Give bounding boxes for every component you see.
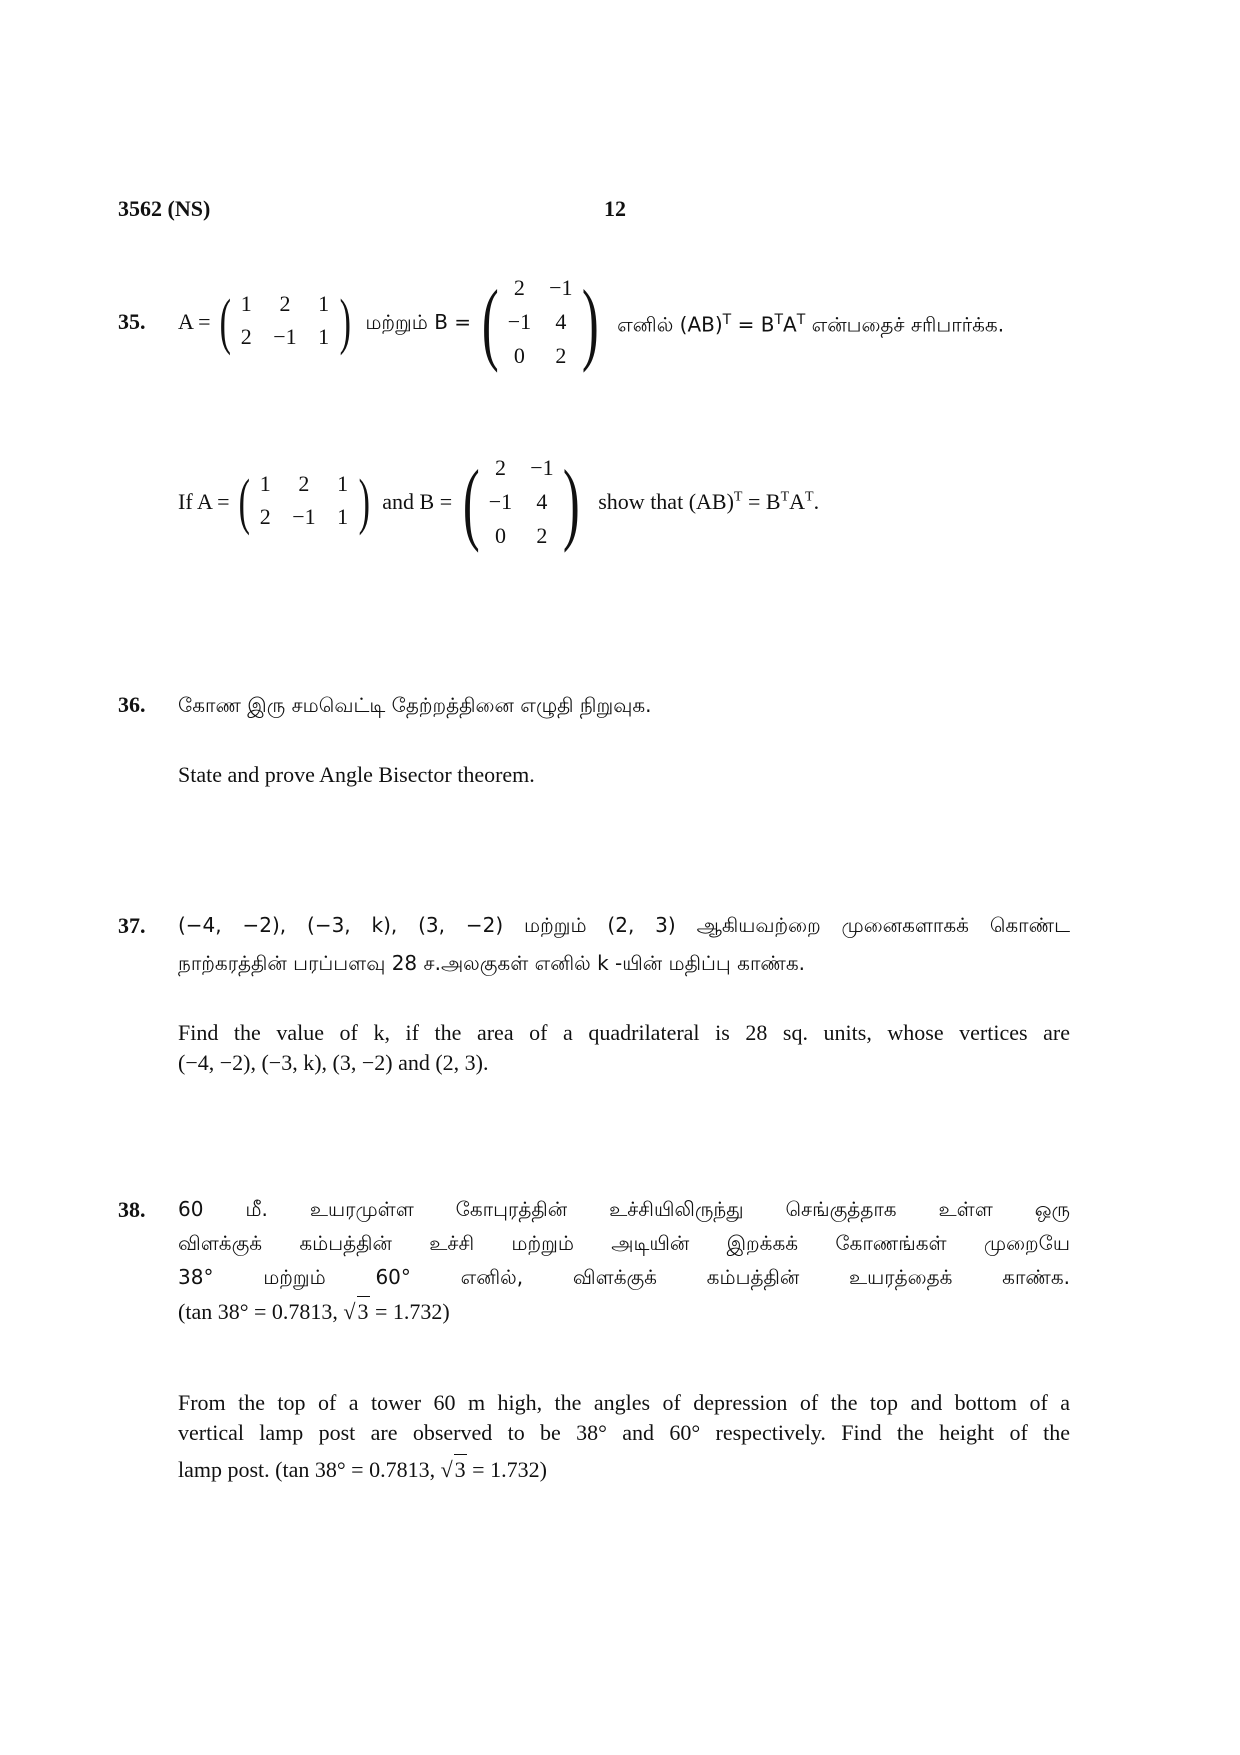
matrix-b-en-cells: [487, 455, 556, 549]
q37-tamil: [178, 910, 1070, 978]
tamil-and-b: மற்றும் B =: [365, 310, 472, 334]
question-number-36: 36.: [118, 692, 146, 717]
matrix-cell: 0: [494, 523, 506, 548]
matrix-cell: 0: [513, 343, 525, 368]
q38-tamil-line: 38° மற்றும் 60° எனில், விளக்குக் கம்பத்தின் உயரத்தைக் காண்க.: [178, 1265, 1070, 1289]
matrix-a-en: ( 1 2 1 2 −1 1 ): [238, 468, 370, 536]
matrix-cell: 4: [536, 489, 548, 514]
q38-english-line: From the top of a tower 60 m high, the angles of depression of the top and bottom of a: [178, 1390, 1070, 1415]
question-number-37: 37.: [118, 913, 146, 938]
q37-tamil-line: நாற்கரத்தின் பரப்பளவு 28 ச.அலகுகள் எனில் k -யின் மதிப்பு காண்க.: [178, 951, 806, 975]
exam-code: 3562 (NS): [118, 196, 211, 221]
matrix-b-cells: [506, 275, 575, 369]
matrix-cell: −1: [530, 455, 554, 480]
matrix-cell: 1: [337, 504, 349, 529]
matrix-cell: −1: [488, 489, 513, 514]
matrix-cell: 4: [555, 309, 567, 334]
q38-english-line3: lamp post. (tan 38° = 0.7813, √3 = 1.732): [178, 1454, 1070, 1485]
q35-english-statement: [178, 452, 819, 552]
question-number-35: 35.: [118, 309, 146, 334]
english-and-b: and B =: [382, 489, 453, 514]
q36-tamil: கோண இரு சமவெட்டி தேற்றத்தினை எழுதி நிறுவுக.: [178, 693, 652, 717]
matrix-cell: −1: [507, 309, 532, 334]
q38-tamil-line4: (tan 38° = 0.7813, √3 = 1.732): [178, 1296, 1070, 1327]
q38-tamil: [178, 1194, 1070, 1327]
matrix-b: ( 2 −1 −1 4 0 2 ): [481, 271, 599, 373]
q38-tamil-line: 60 மீ. உயரமுள்ள கோபுரத்தின் உச்சியிலிருந்து செங்குத்தாக உள்ள ஒரு: [178, 1197, 1070, 1221]
matrix-cell: −1: [292, 504, 316, 529]
matrix-a-label-en: If A =: [178, 489, 230, 514]
q38-english: [178, 1388, 1070, 1485]
matrix-cell: −1: [273, 324, 297, 349]
matrix-cell: 1: [240, 291, 252, 316]
tamil-verify-text: எனில் $(AB)^T = B^TA^T$ என்பதைச் சரிபார்க்க.: [617, 311, 1005, 337]
matrix-cell: 2: [298, 471, 310, 496]
matrix-cell: 2: [259, 504, 271, 529]
q37-english: [178, 1018, 1070, 1078]
q35-tamil-statement: [178, 272, 1004, 372]
matrix-a-label: A =: [178, 309, 211, 334]
q38-tamil-line: விளக்குக் கம்பத்தின் உச்சி மற்றும் அடியின் இறக்கக் கோணங்கள் முறையே: [178, 1231, 1070, 1255]
matrix-cell: 2: [279, 291, 291, 316]
matrix-cell: 1: [337, 471, 349, 496]
question-number-38: 38.: [118, 1197, 146, 1222]
q37-tamil-line: (−4, −2), (−3, k), (3, −2) மற்றும் (2, 3) ஆகியவற்றை முனைகளாகக் கொண்ட: [178, 913, 1070, 937]
matrix-cell: 1: [259, 471, 271, 496]
matrix-cell: 1: [318, 291, 330, 316]
matrix-cell: 2: [555, 343, 567, 368]
matrix-cell: 2: [494, 455, 506, 480]
matrix-b-en: ( 2 −1 −1 4 0 2 ): [463, 451, 580, 553]
page-number: 12: [604, 196, 626, 221]
q37-english-line: (−4, −2), (−3, k), (3, −2) and (2, 3).: [178, 1050, 489, 1075]
english-show-that: show that $(AB)^T = B^TA^T$.: [598, 489, 820, 514]
matrix-a-cells: [235, 291, 334, 353]
matrix-cell: 1: [318, 324, 330, 349]
matrix-cell: 2: [513, 275, 525, 300]
q38-english-line: vertical lamp post are observed to be 38° and 60° respectively. Find the height of the: [178, 1420, 1070, 1445]
matrix-a: ( 1 2 1 2 −1 1 ): [219, 288, 351, 356]
matrix-cell: 2: [536, 523, 548, 548]
q37-english-line: Find the value of k, if the area of a quadrilateral is 28 sq. units, whose vertices are: [178, 1020, 1070, 1045]
matrix-cell: −1: [549, 275, 573, 300]
q36-english: State and prove Angle Bisector theorem.: [178, 762, 535, 787]
matrix-a-en-cells: [254, 471, 353, 533]
matrix-cell: 2: [240, 324, 252, 349]
